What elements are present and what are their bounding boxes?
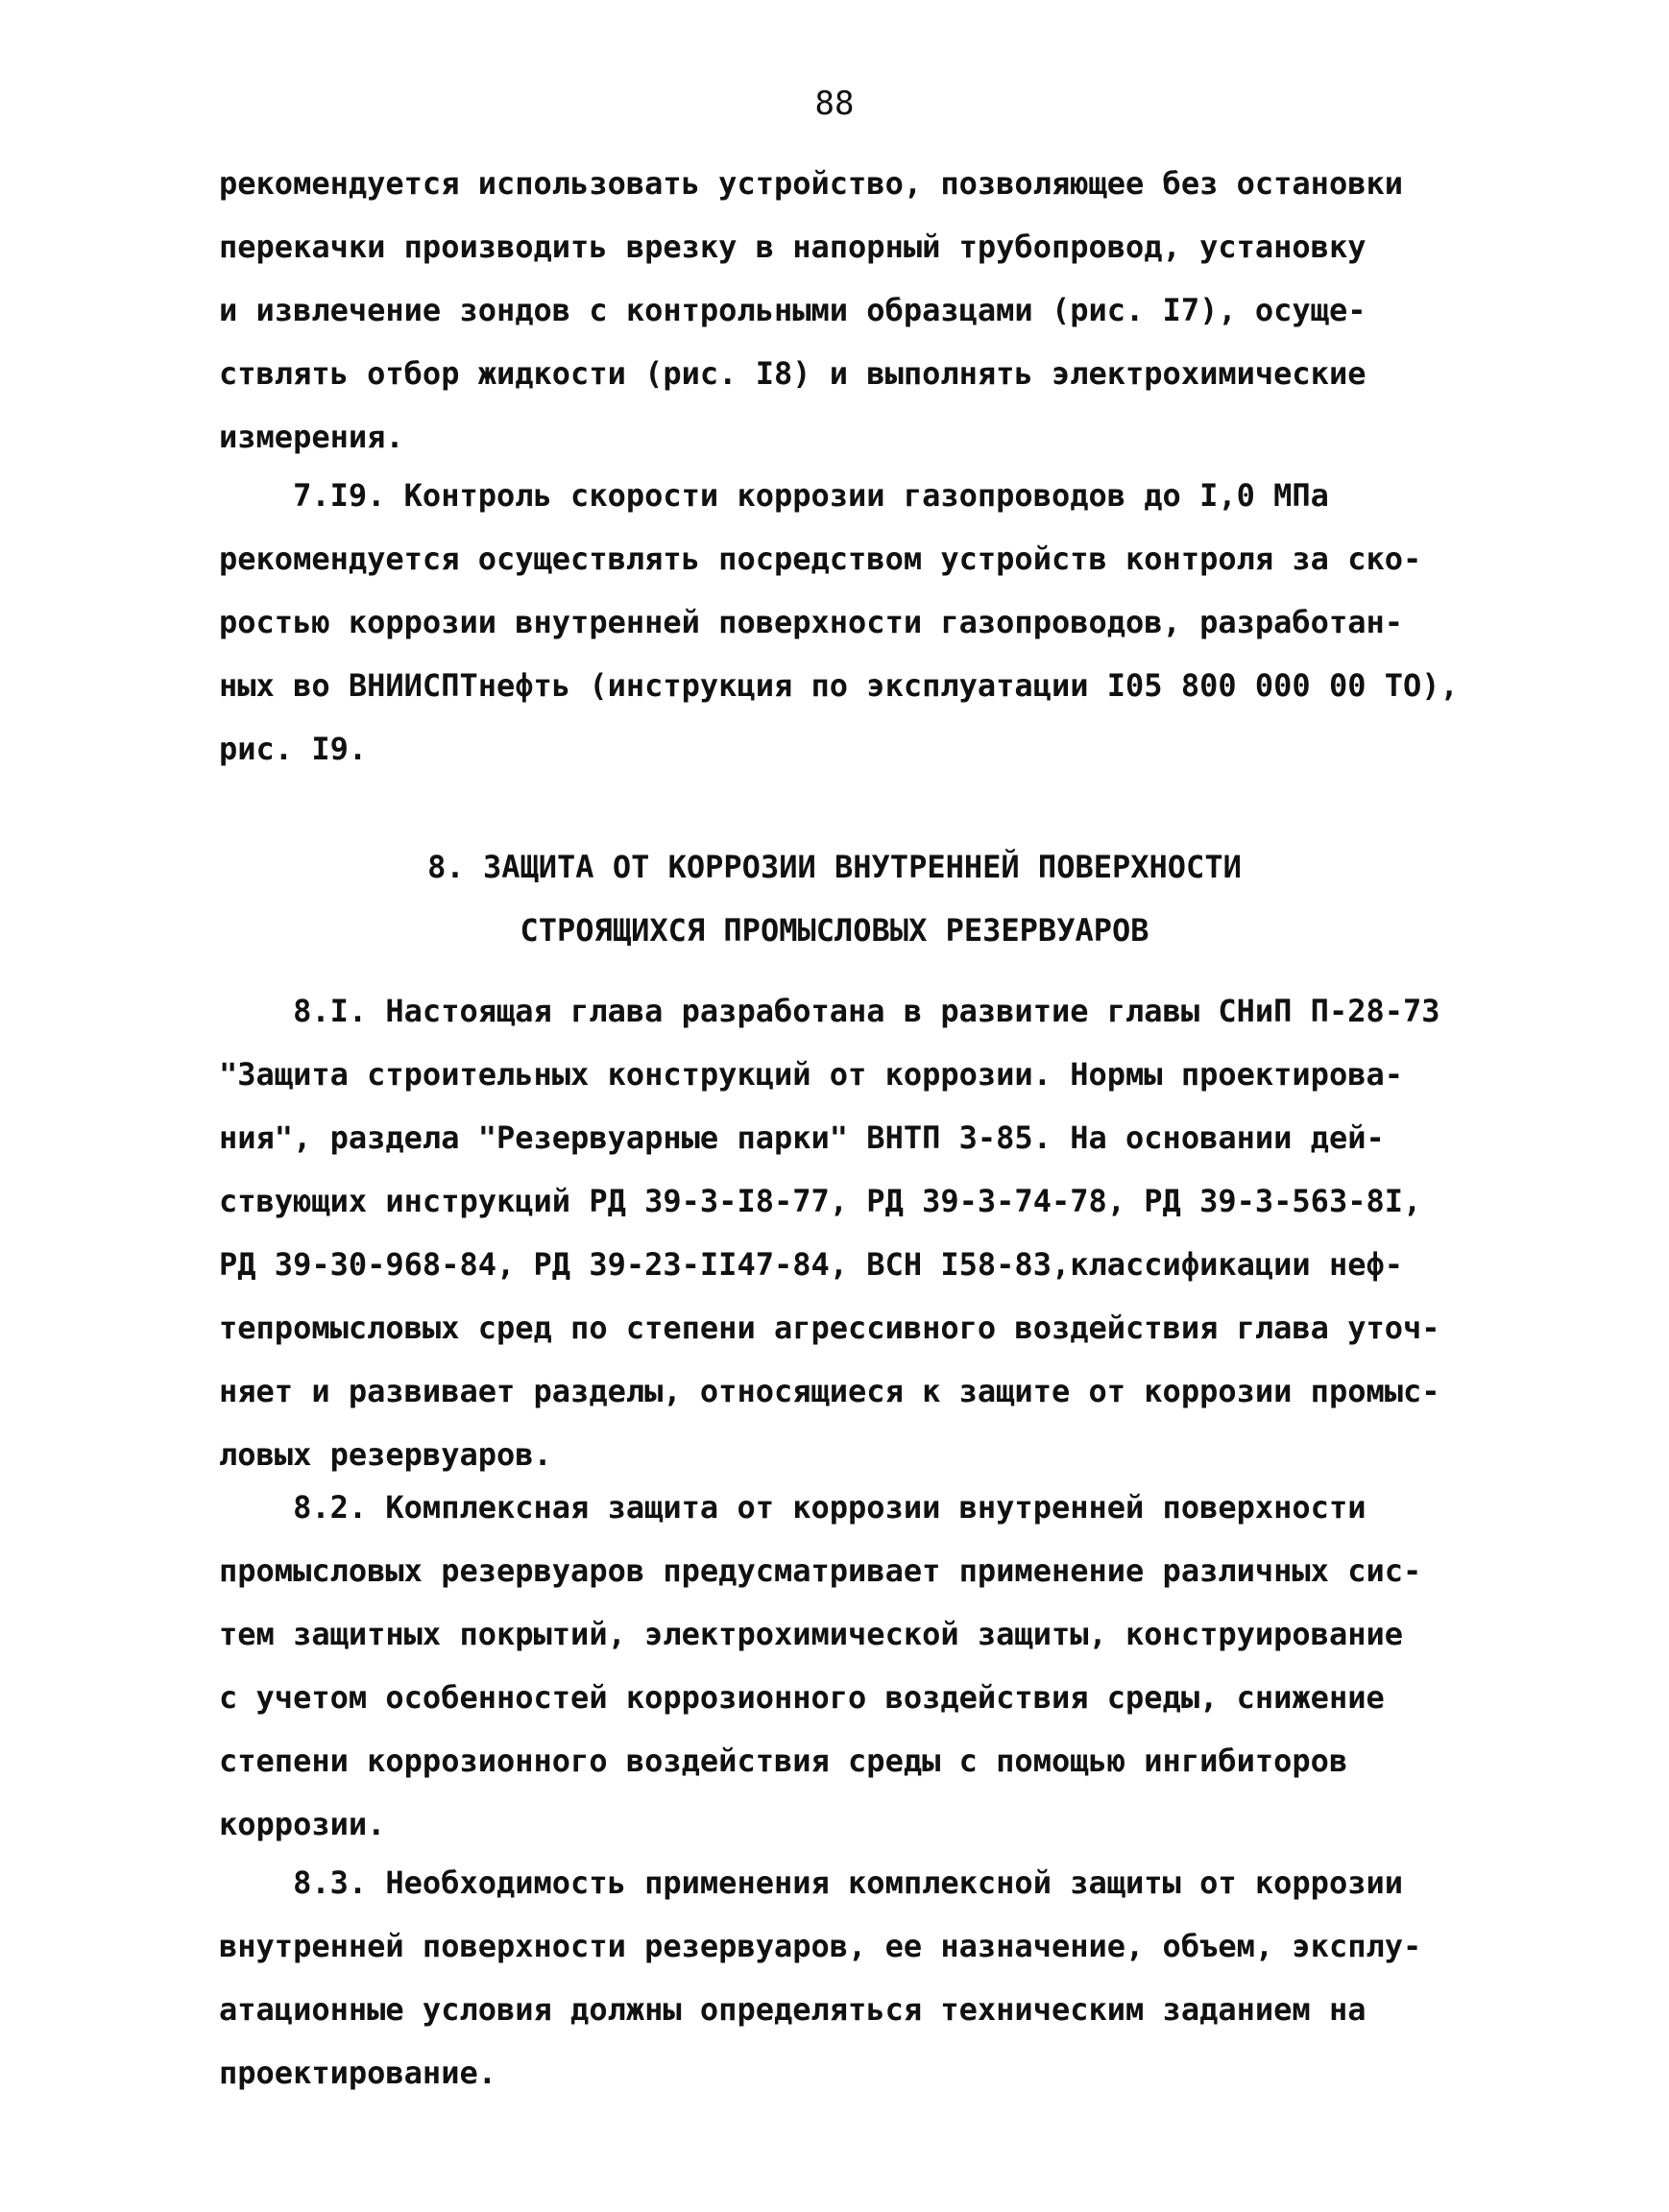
text-line: ных во ВНИИСПТнефть (инструкция по эксплуатации I05 800 000 00 ТО), — [219, 667, 1459, 704]
page-number: 88 — [814, 84, 855, 123]
paragraph-7-19 — [219, 464, 1496, 781]
text-line: ствлять отбор жидкости (рис. I8) и выполнять электрохимические — [219, 355, 1367, 392]
text-line: 8.3. Необходимость применения комплексной защиты от коррозии — [219, 1864, 1403, 1901]
paragraph-8-3 — [219, 1851, 1496, 2104]
text-line: няет и развивает разделы, относящиеся к защите от коррозии промыс- — [219, 1373, 1440, 1409]
text-line: рекомендуется использовать устройство, позволяющее без остановки — [219, 165, 1403, 202]
text-line: измерения. — [219, 419, 404, 455]
heading-line: 8. ЗАЩИТА ОТ КОРРОЗИИ ВНУТРЕННЕЙ ПОВЕРХНОСТИ — [427, 849, 1242, 885]
text-line: и извлечение зондов с контрольными образцами (рис. I7), осуще- — [219, 292, 1367, 328]
text-line: ловых резервуаров. — [219, 1436, 552, 1473]
text-line: тем защитных покрытий, электрохимической защиты, конструирование — [219, 1616, 1403, 1652]
text-line: ствующих инструкций РД 39-3-I8-77, РД 39-3-74-78, РД 39-3-563-8I, — [219, 1183, 1422, 1219]
text-line: ния", раздела "Резервуарные парки" ВНТП 3-85. На основании дей- — [219, 1119, 1385, 1156]
text-line: коррозии. — [219, 1806, 386, 1842]
text-line: рис. I9. — [219, 731, 368, 767]
text-line: "Защита строительных конструкций от коррозии. Нормы проектирова- — [219, 1056, 1403, 1093]
text-line: 7.I9. Контроль скорости коррозии газопроводов до I,0 МПа — [219, 477, 1329, 514]
text-line: внутренней поверхности резервуаров, ее назначение, объем, эксплу- — [219, 1928, 1422, 1964]
text-line: с учетом особенностей коррозионного воздействия среды, снижение — [219, 1679, 1385, 1716]
text-line: ростью коррозии внутренней поверхности газопроводов, разработан- — [219, 604, 1403, 640]
text-line: РД 39-30-968-84, РД 39-23-II47-84, ВСН I58-83,классификации неф- — [219, 1246, 1403, 1283]
paragraph-continuation — [219, 152, 1496, 469]
text-line: проектирование. — [219, 2055, 496, 2091]
text-line: промысловых резервуаров предусматривает применение различных сис- — [219, 1552, 1422, 1589]
heading-line: СТРОЯЩИХСЯ ПРОМЫСЛОВЫХ РЕЗЕРВУАРОВ — [520, 912, 1149, 949]
text-line: атационные условия должны определяться техническим заданием на — [219, 1991, 1367, 2028]
text-line: перекачки производить врезку в напорный трубопровод, установку — [219, 228, 1367, 265]
text-line: 8.I. Настоящая глава разработана в развитие главы СНиП П-28-73 — [219, 993, 1440, 1029]
text-line: рекомендуется осуществлять посредством устройств контроля за ско- — [219, 541, 1422, 577]
text-line: степени коррозионного воздействия среды с помощью ингибиторов — [219, 1743, 1348, 1779]
section-heading — [0, 835, 1669, 962]
paragraph-8-1 — [219, 979, 1496, 1486]
text-line: 8.2. Комплексная защита от коррозии внутренней поверхности — [219, 1489, 1367, 1526]
paragraph-8-2 — [219, 1476, 1496, 1856]
text-line: тепромысловых сред по степени агрессивного воздействия глава уточ- — [219, 1310, 1440, 1346]
